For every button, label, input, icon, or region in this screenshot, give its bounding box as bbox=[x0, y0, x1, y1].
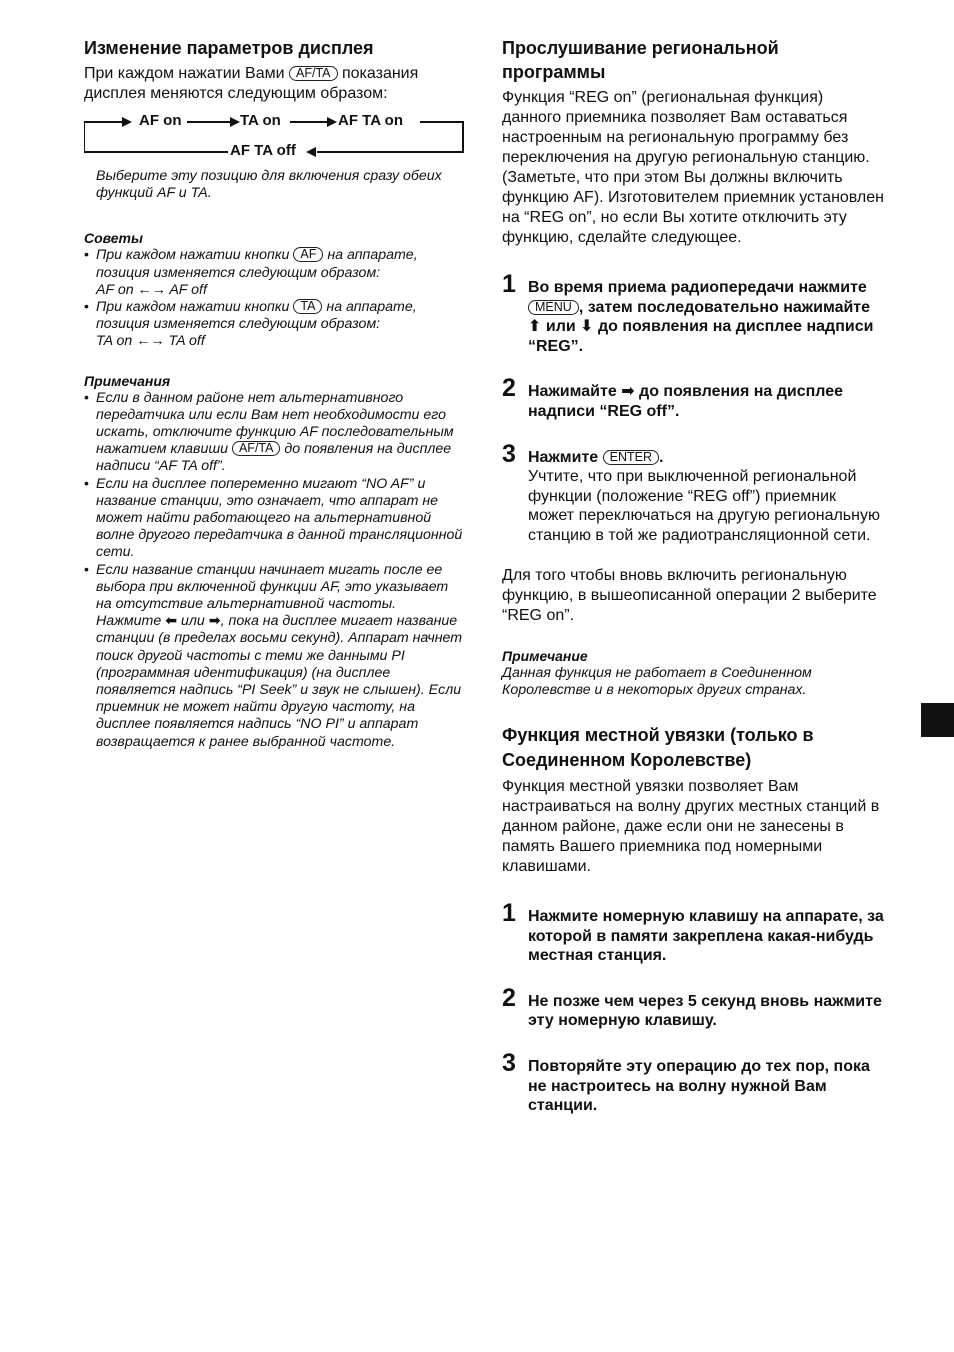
display-settings-intro bbox=[84, 64, 464, 104]
tip-item: • При каждом нажатии кнопки TA на аппарате, позиция изменяется следующим образом: TA on ←→ TA off bbox=[84, 299, 417, 350]
local-step-2 bbox=[502, 983, 886, 1031]
reg-heading: Прослушивание региональной программы bbox=[502, 38, 779, 82]
enter-key: ENTER bbox=[603, 450, 659, 465]
step-text: Во время приема радиопередачи нажмите bbox=[528, 279, 867, 296]
local-step-1 bbox=[502, 898, 886, 966]
diagram-caption: Выберите эту позицию для включения сразу обеих функций AF и TA. bbox=[96, 168, 442, 202]
step-number: 1 bbox=[502, 898, 516, 927]
notes-heading: Примечания bbox=[84, 372, 171, 389]
down-arrow-icon: ⬇ bbox=[580, 318, 594, 336]
tip-text: При каждом нажатии кнопки bbox=[96, 299, 290, 316]
note-heading: Примечание bbox=[502, 647, 588, 664]
af-key: AF bbox=[293, 247, 323, 262]
step-text-3: или bbox=[545, 318, 576, 336]
right-column bbox=[502, 36, 886, 1116]
note-text: Данная функция не работает в Соединенном Королевстве и в некоторых других странах. bbox=[502, 664, 812, 698]
reg-step-2 bbox=[502, 374, 886, 421]
note-text: Если название станции начинает мигать после ее выбора при включенной функции AF, это указывает на отсутствие альтернативной частоты. bbox=[96, 561, 449, 613]
step-text-4: до появления на дисплее надписи “REG”. bbox=[528, 318, 874, 355]
ta-key: TA bbox=[293, 299, 322, 314]
step-text-2: . bbox=[659, 448, 664, 466]
reg-intro: Функция “REG on” (региональная функция) данного приемника позволяет Вам оставаться настроенным на региональную программу без переключения на другую региональную станцию. (Заметьте, что при этом Вы должны включить функцию AF). Изготовителем приемник установлен на “REG on”, но если Вы хотите отключить эту функцию, сделайте следующее. bbox=[502, 89, 884, 246]
af-ta-key: AF/TA bbox=[289, 66, 338, 81]
step-text: Не позже чем через 5 секунд вновь нажмите эту номерную клавишу. bbox=[528, 992, 882, 1030]
note-text-2: до появления на дисплее надписи “AF TA off”. bbox=[96, 441, 452, 475]
reg-step-3 bbox=[502, 439, 886, 546]
note-item: • Если в данном районе нет альтернативного передатчика или если Вам нет необходимости его искать, отключите функцию AF последовательным нажатием клавиши AF/TA до появления на дисплее надписи “AF TA off”. bbox=[84, 389, 454, 475]
tip-text: При каждом нажатии кнопки bbox=[96, 247, 290, 264]
up-arrow-icon: ⬆ bbox=[528, 318, 542, 336]
right-arrow-icon: ➡ bbox=[621, 383, 635, 401]
step-number: 3 bbox=[502, 439, 516, 468]
tip-text-2: на аппарате, позиция изменяется следующим образом: bbox=[96, 299, 417, 333]
step-text-2: до появления на дисплее надписи “REG off”. bbox=[528, 383, 844, 420]
af-on-label: AF on bbox=[139, 112, 182, 129]
step-text: Нажмите bbox=[528, 448, 599, 466]
note-text-mid: или bbox=[181, 613, 205, 630]
af-ta-off-label: AF TA off bbox=[230, 142, 300, 160]
tip-text-2: на аппарате, позиция изменяется следующим образом: bbox=[96, 247, 418, 281]
af-cycle: AF on ←→ AF off bbox=[96, 281, 207, 298]
section-tab-marker bbox=[921, 703, 954, 737]
step-detail: Учтите, что при выключенной региональной функции (положение “REG off”) приемник может переключаться на другую региональную станцию в той же радиотрансляционной сети. bbox=[528, 468, 880, 544]
step-number: 2 bbox=[502, 374, 516, 403]
local-step-3 bbox=[502, 1048, 886, 1116]
intro-text-2: показания дисплея меняются следующим образом: bbox=[84, 65, 419, 102]
local-heading: Функция местной увязки (только в Соединенном Королевстве) bbox=[502, 724, 814, 770]
ta-on-label: TA on bbox=[240, 112, 281, 129]
reg-step-1 bbox=[502, 270, 886, 356]
ta-cycle: TA on ←→ TA off bbox=[96, 333, 205, 350]
step-text: Нажимайте bbox=[528, 383, 617, 401]
tips-heading: Советы bbox=[84, 230, 143, 247]
menu-key: MENU bbox=[528, 300, 579, 315]
intro-text: При каждом нажатии Вами bbox=[84, 65, 285, 82]
local-intro: Функция местной увязки позволяет Вам настраиваться на волну других местных станций в данном районе, даже если они не занесены в память Вашего приемника под номерными клавишами. bbox=[502, 777, 880, 875]
note-text-pre: Нажмите bbox=[96, 613, 162, 630]
note-text: Если в данном районе нет альтернативного передатчика или если Вам нет необходимости его искать, отключите функцию AF последовательным нажатием клавиши bbox=[96, 389, 454, 458]
note-item: • Если название станции начинает мигать после ее выбора при включенной функции AF, это указывает на отсутствие альтернативной частоты. Нажмите ⬅ или ➡, пока на дисплее мигает название станции (в пределах восьми секунд). Аппарат начнет поиск другой частоты с теми же данными PI (программная идентификация) (на дисплее появляется надпись “PI Seek” и звук не слышен). Если приемник не может найти другую частоту, на дисплее появляется надпись “NO PI” и аппарат возвращается к ранее выбранной частоте. bbox=[84, 561, 463, 750]
note-text-post: , пока на дисплее мигает название станции (в пределах восьми секунд). Аппарат начнет поиск другой частоты с теми же данными PI (программная идентификация) (на дисплее появляется надпись “PI Seek” и звук не слышен). Если приемник не может найти другую частоту, на дисплее появляется надпись “NO PI” и аппарат возвращается к ранее выбранной частоте. bbox=[96, 613, 463, 750]
step-text: Нажмите номерную клавишу на аппарате, за которой в памяти закреплена какая-нибудь местная станция. bbox=[528, 907, 884, 965]
af-ta-on-label: AF TA on bbox=[338, 112, 403, 129]
left-arrow-icon: ⬅ bbox=[165, 613, 178, 630]
note-item: • Если на дисплее попеременно мигают “NO AF” и название станции, это означает, что аппарат не может найти работающего на альтернативной волне другого передатчика в данной трансляционной сети. bbox=[84, 475, 463, 561]
step-number: 3 bbox=[502, 1048, 516, 1077]
note-text: Если на дисплее попеременно мигают “NO AF” и название станции, это означает, что аппарат не может найти работающего на альтернативной волне другого передатчика в данной трансляционной сети. bbox=[96, 475, 463, 561]
step-number: 1 bbox=[502, 270, 516, 298]
tip-item: • При каждом нажатии кнопки AF на аппарате, позиция изменяется следующим образом: AF on ←→ AF off bbox=[84, 247, 418, 298]
af-ta-key: AF/TA bbox=[232, 441, 281, 456]
right-arrow-icon: ➡ bbox=[208, 613, 221, 630]
display-settings-heading: Изменение параметров дисплея bbox=[84, 38, 374, 58]
left-column bbox=[84, 36, 464, 751]
step-text-2: , затем последовательно нажимайте bbox=[578, 298, 871, 316]
reg-after: Для того чтобы вновь включить региональную функцию, в вышеописанной операции 2 выберите “REG on”. bbox=[502, 566, 877, 624]
step-text: Повторяйте эту операцию до тех пор, пока не настроитесь на волну нужной Вам станции. bbox=[528, 1057, 870, 1115]
display-cycle-diagram bbox=[84, 112, 464, 162]
step-number: 2 bbox=[502, 983, 516, 1012]
